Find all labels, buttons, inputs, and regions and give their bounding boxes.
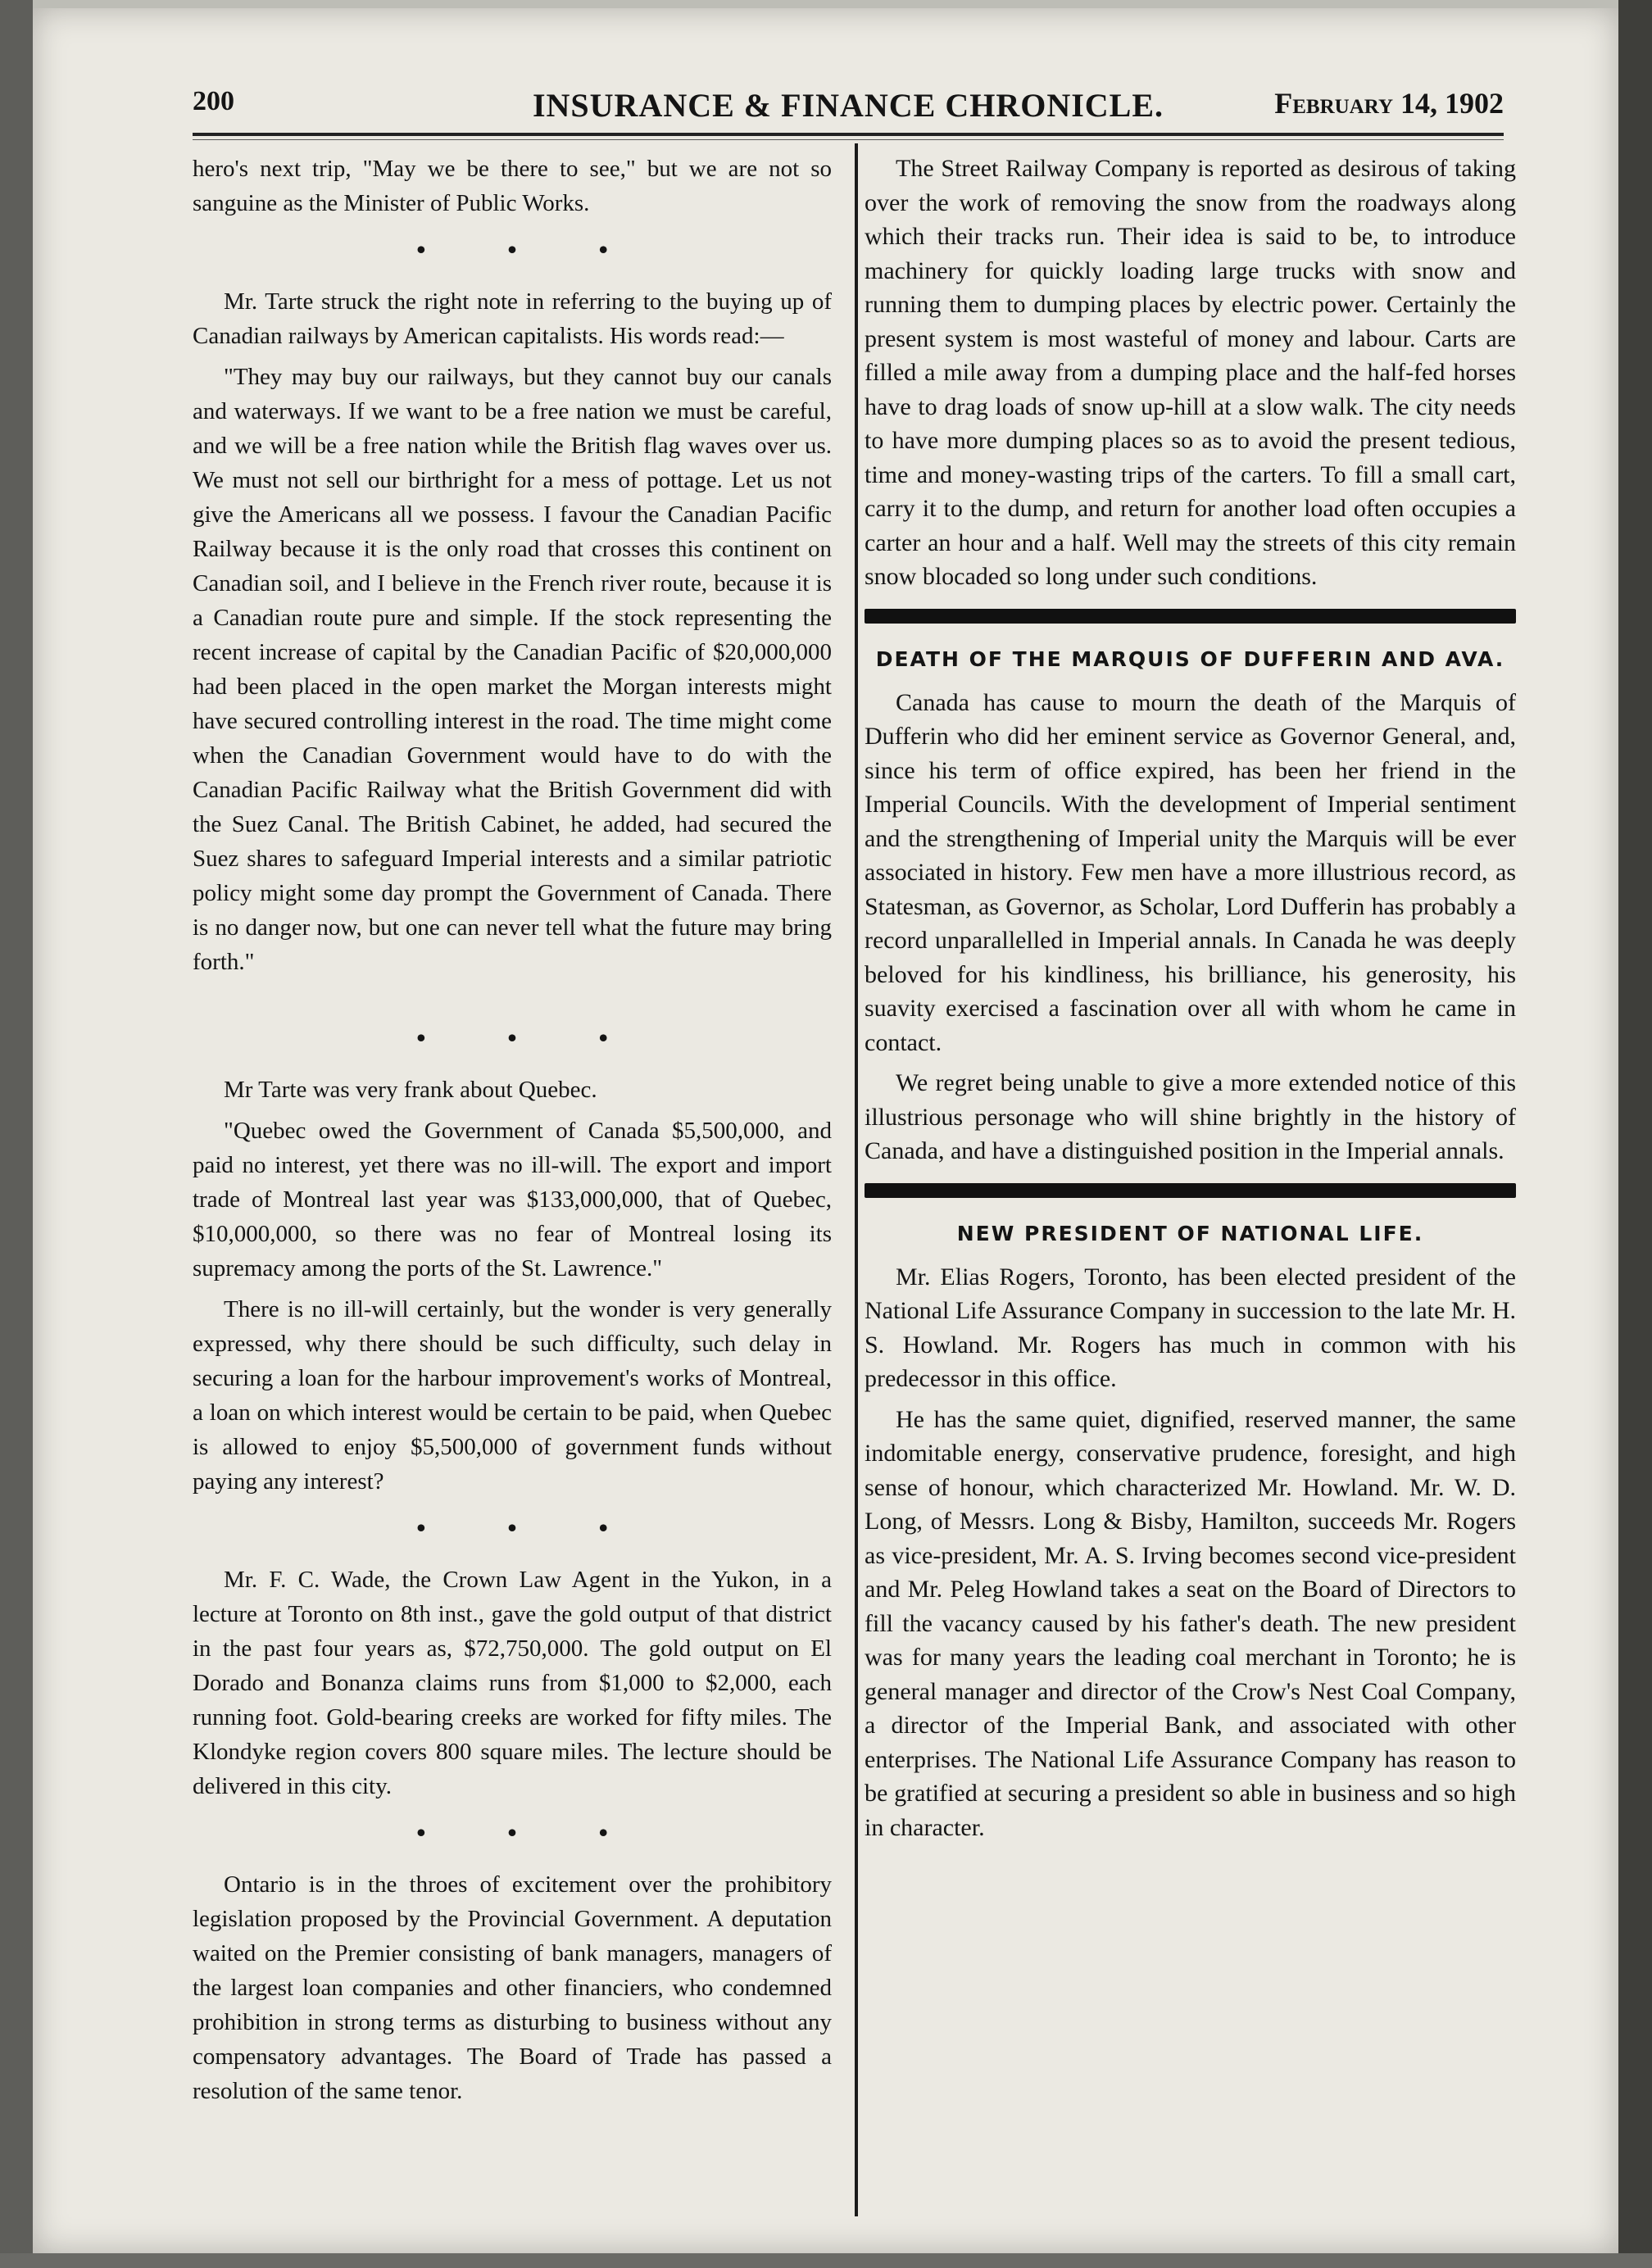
article-national-life-p2: He has the same quiet, dignified, reserved manner, the same indomitable energy, conservative prudence, foresight, and high sense of honour, which characterized Mr. Howland. Mr. W. D. Long, of Messrs. Long & Bisby, Hamilton, succeeds Mr. Rogers as vice-president, Mr. A. S. Irving becomes second vice-president and Mr. Peleg Howland takes a seat on the Board of Directors to fill the vacancy caused by his father's death. The new president was for many years the leading coal merchant in Toronto; he is general manager and director of the Crow's Nest Coal Company, a director of the Imperial Bank, and associated with other enterprises. The National Life Assurance Company has reason to be gratified at securing a president so able in business and so high in character. (865, 1405, 1516, 1841)
article-dufferin-p1: Canada has cause to mourn the death of the Marquis of Dufferin who did her eminent service as Governor General, and, since his term of office expired, has been her friend in the Imperial Councils. With the development of Imperial sentiment and the strengthening of Imperial unity the Marquis will be ever associated in history. Few men have a more illustrious record, as Statesman, as Governor, as Scholar, Lord Dufferin has probably a record unparallelled in Imperial annals. In Canada he was deeply beloved for his kindliness, his brilliance, his generosity, his suavity exercised a fascination over all with whom he came in contact. (865, 688, 1516, 1056)
headline-national-life: NEW PRESIDENT OF NATIONAL LIFE. (956, 1221, 1424, 1245)
quebec-comment: There is no ill-will certainly, but the wonder is very generally expressed, why there should be such difficulty, such delay in securing a loan for the harbour improvement's works of Montreal, a loan on which interest would be certain to be paid, when Quebec is allowed to enjoy $5,500,000 of government funds without paying any interest? (193, 1296, 832, 1495)
headline-dufferin: DEATH OF THE MARQUIS OF DUFFERIN AND AVA. (875, 646, 1505, 671)
article-dufferin-p2: We regret being unable to give a more extended notice of this illustrious personage who will shine brightly in the history of Canada, and have a distinguished position in the Imperial annals. (865, 1069, 1516, 1164)
section-separator: • • • (416, 1023, 646, 1052)
article-national-life-p1: Mr. Elias Rogers, Toronto, has been elected president of the National Life Assurance Company in succession to the late Mr. H. S. Howland. Mr. Rogers has much in common with his predecessor in this office. (865, 1263, 1516, 1392)
scan-left-edge (0, 0, 33, 2268)
scan-right-edge (1618, 0, 1652, 2268)
publication-title: INSURANCE & FINANCE CHRONICLE. (532, 87, 1164, 124)
scan-bottom-edge (0, 2253, 1652, 2268)
page-header (193, 86, 1504, 135)
article-continuation: hero's next trip, "May we be there to see," but we are not so sanguine as the Minister of Public Works. (193, 156, 832, 216)
article-street-railway: The Street Railway Company is reported as desirous of taking over the work of removing the snow from the roadways along which their tracks run. Their idea is said to be, to introduce machinery for quickly loading large trucks with snow and running them to dumping places by electric power. Certainly the present system is most wasteful of money and labour. Carts are filled a mile away from a dumping place and the half-fed horses have to drag loads of snow up-hill at a slow walk. The city needs to have more dumping places so as to avoid the present tedious, time and money-wasting trips of the carters. To fill a small cart, carry it to the dump, and return for another load often occupies a carter an hour and a half. Well may the streets of this city remain snow blocaded so long under such conditions. (865, 155, 1516, 590)
section-rule (865, 609, 1516, 624)
column-divider (855, 143, 858, 2216)
left-column (193, 152, 832, 2115)
header-rule (193, 133, 1504, 136)
section-separator: • • • (416, 1513, 646, 1542)
quebec-quote: "Quebec owed the Government of Canada $5,500,000, and paid no interest, yet there was no ill-will. The export and import trade of Montreal last year was $133,000,000, that of Quebec, $10,000,000, so there was no fear of Montreal losing its supremacy among the ports of the St. Lawrence." (193, 1118, 832, 1281)
article-ontario-prohibition: Ontario is in the throes of excitement over the prohibitory legislation proposed by the Provincial Government. A deputation waited on the Premier consisting of bank managers, managers of the largest loan companies and other financiers, who condemned prohibition in strong terms as disturbing to business without any compensatory advantages. The Board of Trade has passed a resolution of the same tenor. (193, 1871, 832, 2104)
article-quebec-intro: Mr Tarte was very frank about Quebec. (224, 1077, 597, 1103)
right-column (865, 152, 1516, 1851)
section-separator: • • • (416, 234, 646, 264)
section-rule (865, 1183, 1516, 1198)
issue-date: February 14, 1902 (1274, 87, 1504, 120)
header-rule-thin (193, 139, 1504, 140)
page-number: 200 (193, 86, 234, 116)
article-tarte-railways: Mr. Tarte struck the right note in referring to the buying up of Canadian railways by American capitalists. His words read:— (193, 288, 832, 349)
article-wade-yukon: Mr. F. C. Wade, the Crown Law Agent in the Yukon, in a lecture at Toronto on 8th inst., gave the gold output of that district in the past four years as, $72,750,000. The gold output on El Dorado and Bonanza claims runs from $1,000 to $2,000, each running foot. Gold-bearing creeks are worked for fifty miles. The Klondyke region covers 800 square miles. The lecture should be delivered in this city. (193, 1567, 832, 1799)
tarte-quote: "They may buy our railways, but they cannot buy our canals and waterways. If we want to be a free nation we must be careful, and we will be a free nation while the British flag waves over us. We must not sell our birthright for a mess of pottage. Let us not give the Americans all we possess. I favour the Canadian Pacific Railway because it is the only road that crosses this continent on Canadian soil, and I believe in the French river route, because it is a Canadian route pure and simple. If the stock representing the recent increase of capital by the Canadian Pacific of $20,000,000 had been placed in the open market the Morgan interests might have secured controlling interest in the road. The time might come when the Canadian Government would have to do with the Canadian Pacific Railway what the British Government did with the Suez Canal. The British Cabinet, he added, had secured the Suez shares to safeguard Imperial interests and a similar patriotic policy might some day prompt the Government of Canada. There is no danger now, but one can never tell what the future may bring forth." (193, 364, 832, 975)
section-separator: • • • (416, 1817, 646, 1847)
spacer (193, 986, 832, 1009)
